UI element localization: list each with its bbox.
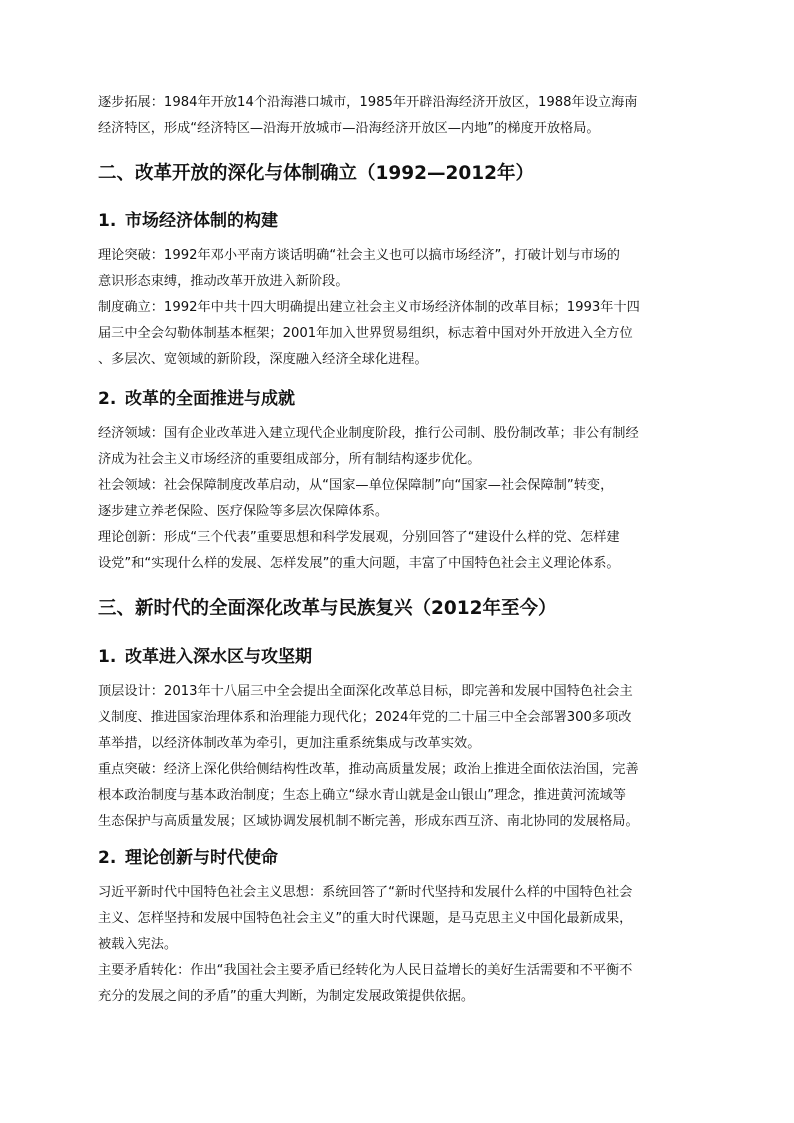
subsection-heading-market-economy: [98, 208, 278, 234]
section-heading-deepening: 二、改革开放的深化与体制确立（1992—2012年）: [98, 163, 534, 184]
subsection-number: 2.: [98, 389, 117, 409]
paragraph-economic-field: [98, 421, 710, 473]
paragraph-line: 逐步建立养老保险、医疗保险等多层次保障体系。: [98, 504, 389, 519]
subsection-heading-comprehensive-advance: [98, 386, 295, 412]
paragraph-top-level-design: [98, 679, 710, 757]
subsection-heading-deep-water: [98, 644, 312, 670]
paragraph-line: 习近平新时代中国特色社会主义思想：系统回答了“新时代坚持和发展什么样的中国特色社会: [98, 885, 633, 900]
paragraph-line: 理论突破：1992年邓小平南方谈话明确“社会主义也可以搞市场经济”，打破计划与市场的: [98, 248, 620, 263]
paragraph-gradual-expansion: [98, 90, 710, 142]
paragraph-social-field: [98, 473, 710, 525]
subsection-title: 理论创新与时代使命: [125, 848, 278, 868]
subsection-title: 改革进入深水区与攻坚期: [125, 647, 312, 667]
subsection-number: 1.: [98, 647, 117, 667]
paragraph-line: 意识形态束缚，推动改革开放进入新阶段。: [98, 274, 349, 289]
paragraph-line: 生态保护与高质量发展；区域协调发展机制不断完善，形成东西互济、南北协同的发展格局。: [98, 814, 639, 829]
paragraph-institution-establishment: [98, 295, 710, 373]
paragraph-key-breakthroughs: [98, 757, 710, 835]
paragraph-principal-contradiction: [98, 958, 710, 1010]
paragraph-line: 设党”和“实现什么样的发展、怎样发展”的重大问题，丰富了中国特色社会主义理论体系。: [98, 556, 620, 571]
paragraph-line: 被载入宪法。: [98, 937, 178, 952]
paragraph-line: 充分的发展之间的矛盾”的重大判断，为制定发展政策提供依据。: [98, 989, 475, 1004]
section-heading-new-era: 三、新时代的全面深化改革与民族复兴（2012年至今）: [98, 598, 557, 619]
subsection-title: 市场经济体制的构建: [125, 211, 278, 231]
paragraph-line: 义制度、推进国家治理体系和治理能力现代化；2024年党的二十届三中全会部署300多项改: [98, 710, 632, 725]
paragraph-line: 主义、怎样坚持和发展中国特色社会主义”的重大时代课题，是马克思主义中国化最新成果，: [98, 911, 633, 926]
paragraph-xi-thought: [98, 880, 710, 958]
paragraph-line: 、多层次、宽领域的新阶段，深度融入经济全球化进程。: [98, 352, 428, 367]
paragraph-line: 社会领域：社会保障制度改革启动，从“国家—单位保障制”向“国家—社会保障制”转变，: [98, 478, 614, 493]
paragraph-line: 济成为社会主义市场经济的重要组成部分，所有制结构逐步优化。: [98, 452, 481, 467]
subsection-title: 改革的全面推进与成就: [125, 389, 295, 409]
paragraph-line: 主要矛盾转化：作出“我国社会主要矛盾已经转化为人民日益增长的美好生活需要和不平衡不: [98, 963, 633, 978]
paragraph-line: 顶层设计：2013年十八届三中全会提出全面深化改革总目标，即完善和发展中国特色社会主: [98, 684, 633, 699]
paragraph-line: 理论创新：形成“三个代表”重要思想和科学发展观，分别回答了“建设什么样的党、怎样建: [98, 530, 620, 545]
paragraph-line: 逐步拓展：1984年开放14个沿海港口城市，1985年开辟沿海经济开放区，1988年设立海南: [98, 95, 638, 110]
paragraph-theory-innovation: [98, 525, 710, 577]
paragraph-line: 经济特区，形成“经济特区—沿海开放城市—沿海经济开放区—内地”的梯度开放格局。: [98, 121, 600, 136]
paragraph-theory-breakthrough: [98, 243, 710, 295]
paragraph-line: 届三中全会勾勒体制基本框架；2001年加入世界贸易组织，标志着中国对外开放进入全方位: [98, 326, 633, 341]
paragraph-line: 经济领域：国有企业改革进入建立现代企业制度阶段，推行公司制、股份制改革；非公有制经: [98, 426, 639, 441]
subsection-number: 1.: [98, 211, 117, 231]
paragraph-line: 制度确立：1992年中共十四大明确提出建立社会主义市场经济体制的改革目标；1993年十四: [98, 300, 640, 315]
subsection-heading-theory-mission: [98, 845, 278, 871]
paragraph-line: 根本政治制度与基本政治制度；生态上确立“绿水青山就是金山银山”理念，推进黄河流域等: [98, 788, 626, 803]
paragraph-line: 重点突破：经济上深化供给侧结构性改革，推动高质量发展；政治上推进全面依法治国，完善: [98, 762, 639, 777]
subsection-number: 2.: [98, 848, 117, 868]
paragraph-line: 革举措，以经济体制改革为牵引，更加注重系统集成与改革实效。: [98, 736, 481, 751]
